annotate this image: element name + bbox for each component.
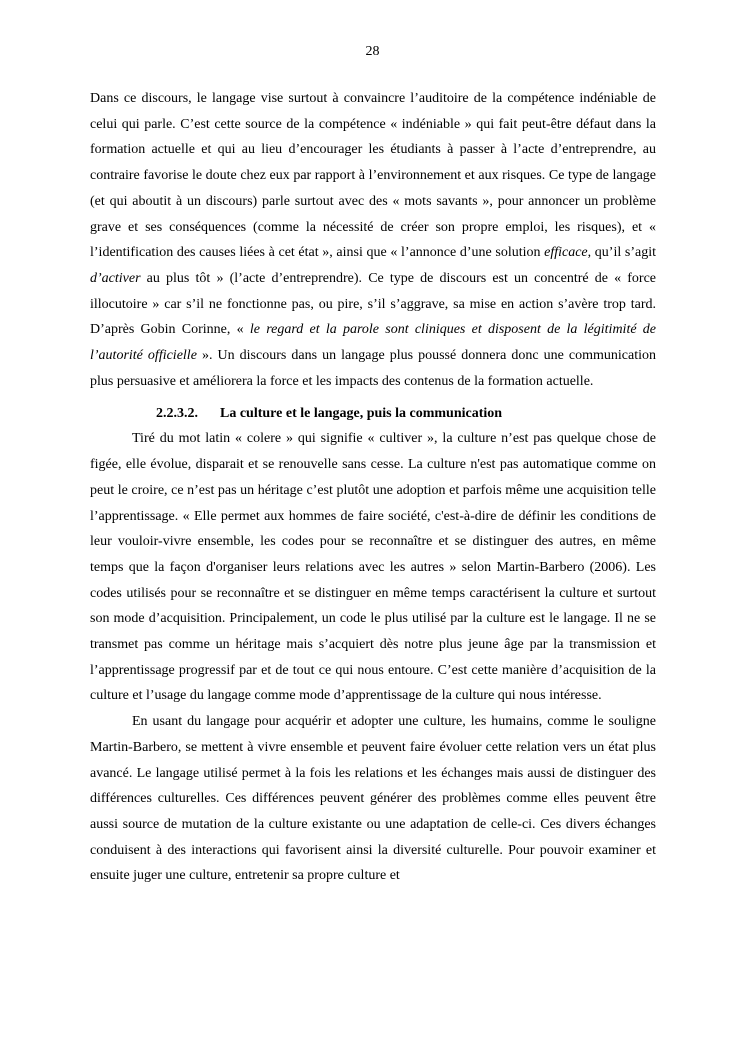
text-segment: Dans ce discours, le langage vise surtout à convaincre l’auditoire de la compétence indéniable de celui qui parle. C’est cette source de la compétence « indéniable » qui fait peut-être défaut dans la formation actuelle et qui au lieu d’encourager les étudiants à passer à l’acte d’entreprendre, au contraire favorise le doute chez eux par rapport à l’environnement et aux risques. Ce type de langage (et qui aboutit à un discours) parle surtout avec des « mots savants », pour annoncer un problème grave et ses conséquences (comme la nécessité de créer son propre emploi, les risques), et « l’identification des causes liées à cet état », ainsi que « l’annonce d’une solution [90,91,656,261]
italic-text-segment: efficace [544,245,588,261]
paragraph-discours [90,86,656,394]
text-segment: au plus tôt » (l’acte d’entreprendre). Ce type de discours est un concentré de « force illocutoire » car s’il ne fonctionne pas, ou pire, s’il s’aggrave, sa mise en action s’avère trop tard. D’après Gobin Corinne, « [90,270,656,338]
text-segment: Tiré du mot latin « colere » qui signifie « cultiver », la culture n’est pas quelque chose de figée, elle évolue, disparait et se renouvelle sans cesse. La culture n'est pas automatique comme on peut le croire, ce n’est pas un héritage c’est plutôt une adoption et parfois même une acquisition telle l’apprentissage. « Elle permet aux hommes de faire société, c'est-à-dire de définir les conditions de leur vouloir-vivre ensemble, les codes pour se reconnaître et se distinguer des autres, en même temps que la façon d'organiser leurs relations avec les autres » selon Martin-Barbero (2006). Les codes utilisés pour se reconnaître et se distinguer en même temps caractérisent la culture et surtout son mode d’acquisition. Principalement, un code le plus utilisé par la culture est le langage. Il ne se transmet pas comme un héritage mais s’acquiert dès notre plus jeune âge par la transmission et l’apprentissage progressif par et de tout ce qui nous entoure. C’est cette manière d’acquisition de la culture et l’usage du langage comme mode d’apprentissage de la culture qui nous intéresse. [90,431,656,704]
section-number: 2.2.3.2. [156,406,198,422]
section-title: La culture et le langage, puis la communication [220,406,503,422]
paragraph-langage-culture [90,709,656,889]
text-segment: En usant du langage pour acquérir et adopter une culture, les humains, comme le souligne Martin-Barbero, se mettent à vivre ensemble et peuvent faire évoluer cette relation vers un état plus avancé. Le langage utilisé permet à la fois les relations et les échanges mais aussi de distinguer des différences culturelles. Ces différences peuvent générer des problèmes comme elles peuvent être aussi source de mutation de la culture existante ou une adaptation de celle-ci. Ces divers échanges conduisent à des interactions qui favorisent ainsi la diversité culturelle. Pour pouvoir examiner et ensuite juger une culture, entretenir sa propre culture et [90,714,656,884]
text-segment: , qu’il s’agit [587,245,656,261]
italic-text-segment: le regard et la parole sont cliniques et disposent de la légitimité de l’autorité officielle [90,322,656,364]
document-body [90,86,656,889]
section-heading [90,394,656,426]
italic-text-segment: d’activer [90,270,141,286]
page-number: 28 [365,44,380,59]
paragraph-culture-definition [90,426,656,709]
text-segment: ». Un discours dans un langage plus poussé donnera donc une communication plus persuasive et améliorera la force et les impacts des contenus de la formation actuelle. [90,348,656,389]
